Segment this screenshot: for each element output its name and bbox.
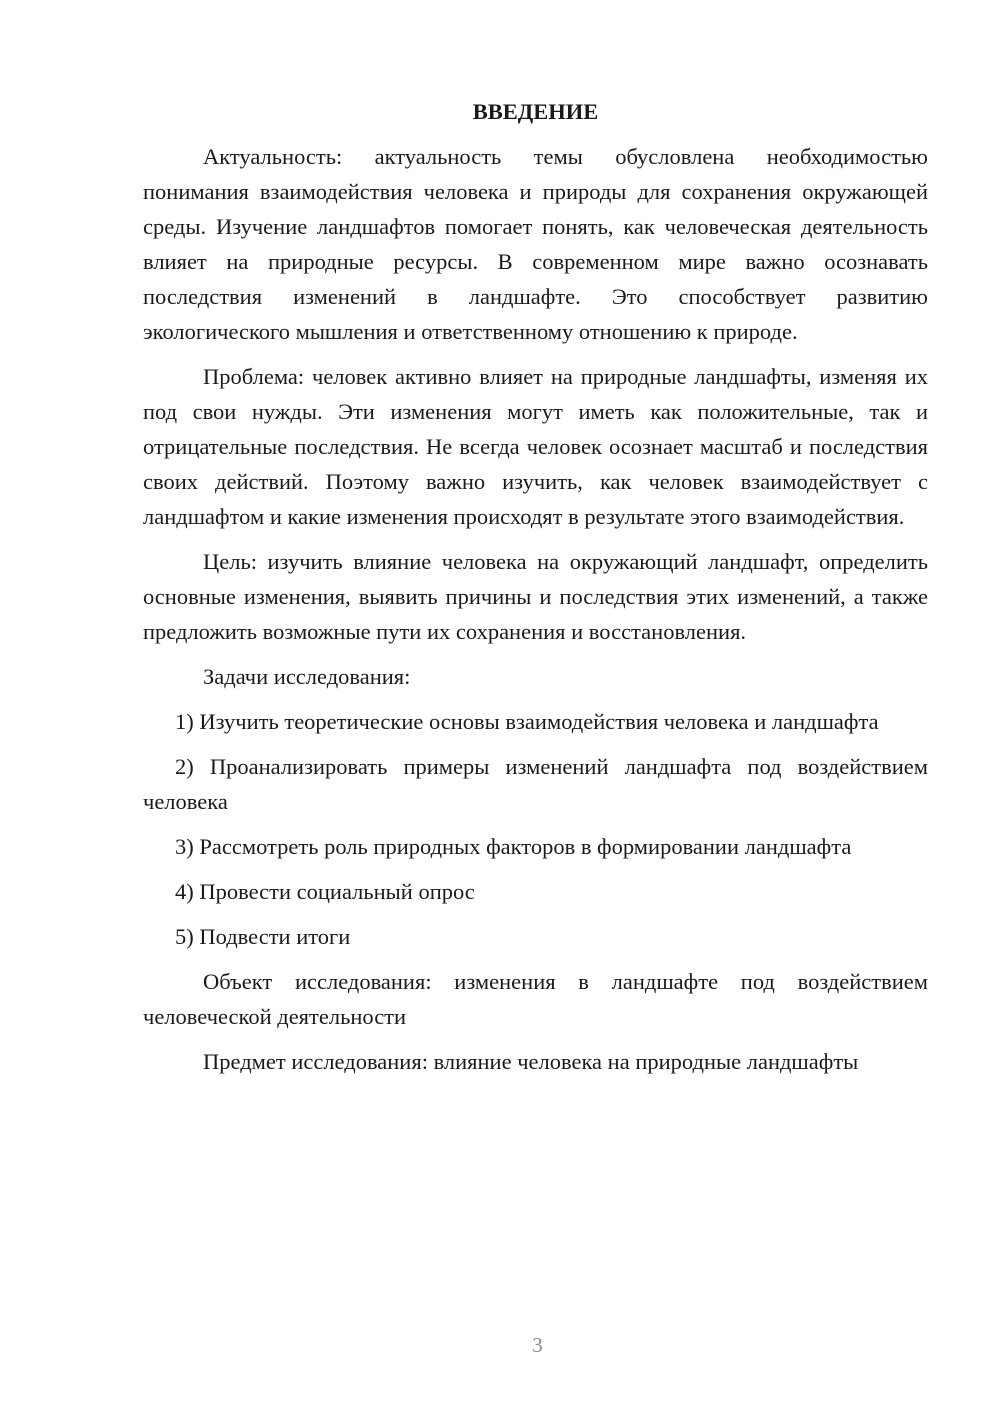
list-item: 2) Проанализировать примеры изменений ландшафта под воздействием человека — [143, 754, 928, 814]
tasks-title: Задачи исследования: — [203, 664, 411, 689]
goal-paragraph: Цель: изучить влияние человека на окружающий ландшафт, определить основные изменения, выявить причины и последствия этих изменений, а также предложить возможные пути их сохранения и восстановления. — [143, 549, 928, 644]
list-item: 5) Подвести итоги — [175, 924, 351, 949]
section-heading: ВВЕДЕНИЕ — [472, 99, 599, 124]
subject-paragraph: Предмет исследования: влияние человека на природные ландшафты — [203, 1049, 859, 1074]
tasks-list — [143, 704, 928, 954]
list-item: 3) Рассмотреть роль природных факторов в формировании ландшафта — [175, 834, 852, 859]
relevance-paragraph: Актуальность: актуальность темы обусловлена необходимостью понимания взаимодействия человека и природы для сохранения окружающей среды. Изучение ландшафтов помогает понять, как человеческая деятельность влияет на природные ресурсы. В современном мире важно осознавать последствия изменений в ландшафте. Это способствует развитию экологического мышления и ответственному отношению к природе. — [143, 144, 928, 344]
list-item: 1) Изучить теоретические основы взаимодействия человека и ландшафта — [175, 709, 879, 734]
document-page — [143, 96, 928, 1089]
list-item: 4) Провести социальный опрос — [175, 879, 475, 904]
page-number: 3 — [532, 1333, 543, 1357]
problem-paragraph: Проблема: человек активно влияет на природные ландшафты, изменяя их под свои нужды. Эти изменения могут иметь как положительные, так и отрицательные последствия. Не всегда человек осознает масштаб и последствия своих действий. Поэтому важно изучить, как человек взаимодействует с ландшафтом и какие изменения происходят в результате этого взаимодействия. — [143, 364, 928, 529]
object-paragraph: Объект исследования: изменения в ландшафте под воздействием человеческой деятельности — [143, 969, 928, 1029]
